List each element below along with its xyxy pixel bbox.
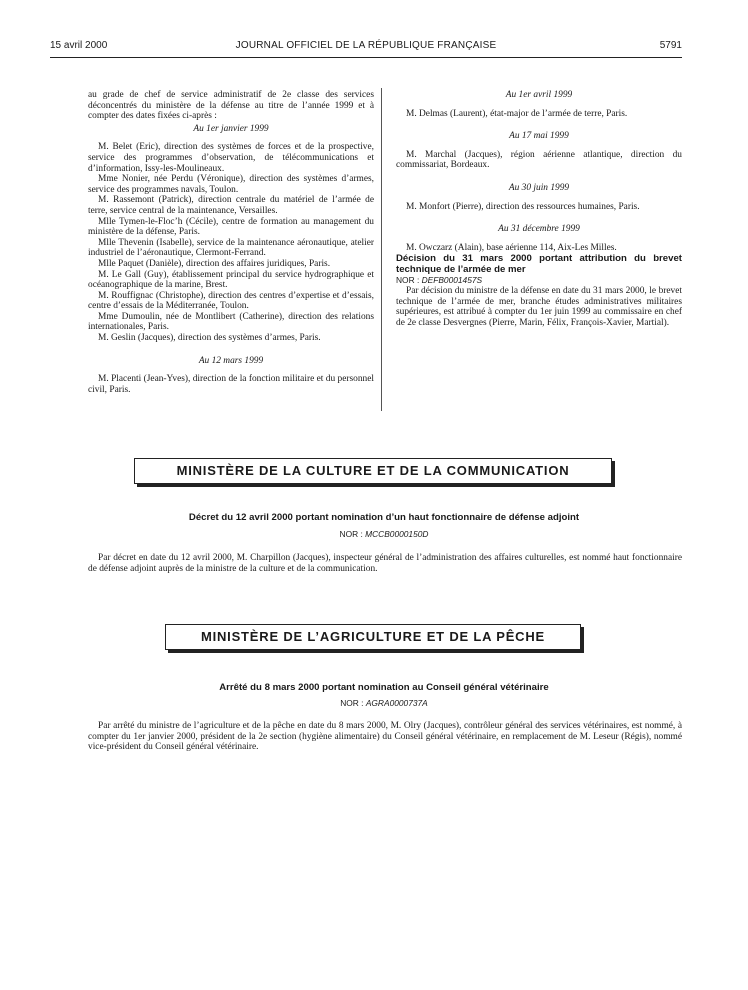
column-separator [381, 88, 382, 411]
list-entry: M. Belet (Eric), direction des systèmes de forces et de la prospective, service des programmes d’observation, de télécommunications et d’information, Issy-les-Moulineaux. [88, 142, 374, 174]
list-entry: Mlle Paquet (Danièle), direction des affaires juridiques, Paris. [98, 258, 331, 269]
journal-title: JOURNAL OFFICIEL DE LA RÉPUBLIQUE FRANÇAISE [235, 40, 497, 51]
section-date: Au 1er avril 1999 [505, 90, 573, 100]
list-entry: M. Placenti (Jean-Yves), direction de la fonction militaire et du personnel civil, Paris. [88, 374, 374, 395]
intro-paragraph: au grade de chef de service administratif de 2e classe des services déconcentrés du ministère de la défense au titre de l’année 1999 et à compter des dates fixées ci-après : [88, 90, 374, 122]
page-number: 5791 [659, 40, 682, 51]
list-entry: M. Monfort (Pierre), direction des ressources humaines, Paris. [406, 201, 640, 212]
list-entry: Mlle Thevenin (Isabelle), service de la maintenance aéronautique, atelier industriel de l’aéronautique, Clermont-Ferrand. [88, 237, 374, 259]
list-entry: Mme Dumoulin, née de Montlibert (Catherine), direction des relations internationales, Paris. [88, 311, 374, 333]
decree-body: Par arrêté du ministre de l’agriculture et de la pêche en date du 8 mars 2000, M. Olry (Jacques), contrôleur général des services vétérinaires, est nommé, à compter du 1er janvier 2000, président de la 2e section (hygiène alimentaire) du Conseil général vétérinaire, en remplacement de M. Leseur (Régis), nommé vice-président du Conseil général vétérinaire. [88, 721, 682, 753]
list-entry: M. Delmas (Laurent), état-major de l’armée de terre, Paris. [406, 108, 628, 119]
list-entry: Mme Nonier, née Perdu (Véronique), direction des systèmes d’armes, service des programmes navals, Toulon. [88, 174, 374, 195]
list-entry: M. Geslin (Jacques), direction des systèmes d’armes, Paris. [98, 333, 321, 344]
nor-code: MCCB0000150D [365, 529, 429, 539]
left-column [88, 90, 374, 395]
ministry-agriculture-title: MINISTÈRE DE L’AGRICULTURE ET DE LA PÊCHE [165, 624, 581, 650]
list-entry: M. Le Gall (Guy), établissement principal du service hydrographique et océanographique de la marine, Brest. [88, 269, 374, 291]
header-date: 15 avril 2000 [50, 40, 108, 51]
nor-code: AGRA0000737A [365, 698, 428, 708]
nor-reference [88, 529, 680, 539]
page-header [50, 40, 682, 56]
section-date: Au 1er janvier 1999 [193, 123, 269, 134]
header-rule [50, 57, 682, 58]
nor-label: NOR : [340, 698, 364, 708]
nor-reference [88, 698, 680, 708]
ministry-culture-title: MINISTÈRE DE LA CULTURE ET DE LA COMMUNICATION [134, 458, 612, 484]
decree-title: Arrêté du 8 mars 2000 portant nomination au Conseil général vétérinaire [219, 682, 549, 693]
section-date: Au 31 décembre 1999 [498, 224, 580, 235]
nor-reference [396, 275, 682, 286]
decision-title: Décision du 31 mars 2000 portant attribution du brevet technique de l’armée de mer [396, 253, 682, 276]
nor-label: NOR : [339, 529, 363, 539]
nor-label: NOR : [396, 275, 420, 286]
list-entry: M. Marchal (Jacques), région aérienne atlantique, direction du commissariat, Bordeaux. [396, 149, 682, 171]
list-entry: M. Rouffignac (Christophe), direction des centres d’expertise et d’essais, centre d’essais de la Méditerranée, Toulon. [88, 290, 374, 312]
decree-title: Décret du 12 avril 2000 portant nomination d’un haut fonctionnaire de défense adjoint [188, 512, 580, 523]
decree-body: Par décret en date du 12 avril 2000, M. Charpillon (Jacques), inspecteur général de l’administration des affaires culturelles, est nommé haut fonctionnaire de défense adjoint auprès de la ministre de la culture et de la communication. [88, 553, 682, 574]
decision-body: Par décision du ministre de la défense en date du 31 mars 2000, le brevet technique de l’armée de mer, branche études administratives militaires supérieures, est attribué à compter du 1er juin 1999 au commissaire en chef de 2e classe Desvergnes (Pierre, Marin, Félix, François-Xavier, Martial). [396, 285, 682, 328]
section-date: Au 30 juin 1999 [508, 182, 570, 193]
list-entry: M. Owczarz (Alain), base aérienne 114, Aix-Les Milles. [406, 242, 617, 253]
section-date: Au 12 mars 1999 [198, 355, 264, 366]
section-date: Au 17 mai 1999 [509, 131, 569, 142]
list-entry: Mlle Tymen-le-Floc’h (Cécile), centre de formation au management du ministère de la défense, Paris. [88, 216, 374, 238]
right-column [396, 90, 682, 328]
list-entry: M. Rassemont (Patrick), direction centrale du matériel de l’armée de terre, service central de la maintenance, Versailles. [88, 195, 374, 216]
nor-code: DEFB0001457S [421, 275, 483, 286]
